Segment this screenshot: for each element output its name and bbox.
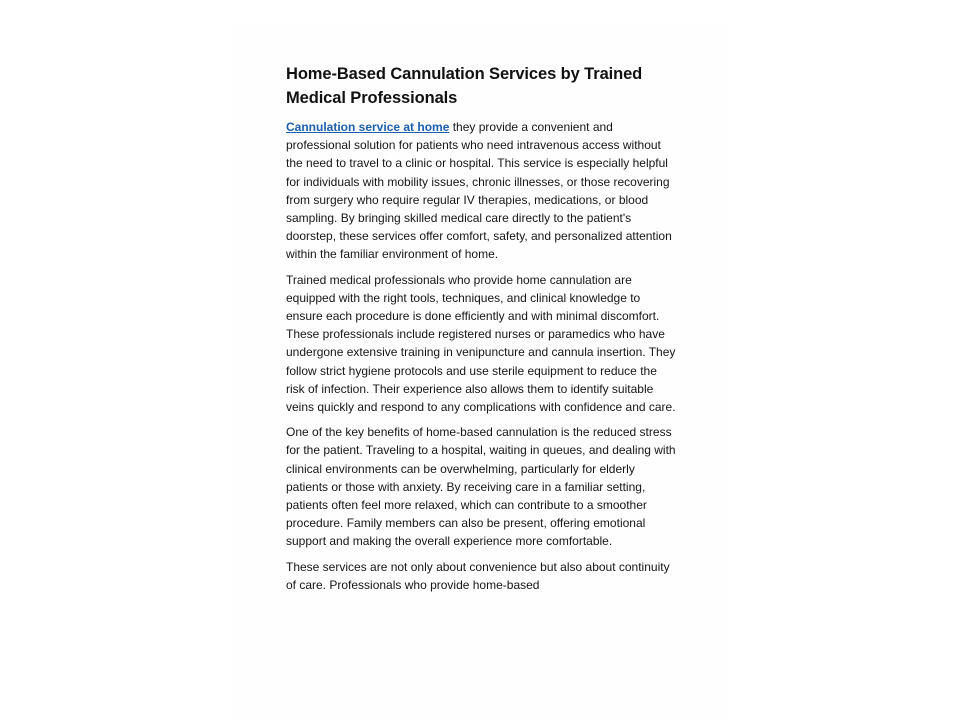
- paragraph-1: [286, 118, 678, 264]
- article-body: [286, 62, 678, 601]
- paragraph-1-text: they provide a convenient and professional solution for patients who need intravenous access without the need to travel to a clinic or hospital. This service is especially helpful for individuals with mobility issues, chronic illnesses, or those recovering from surgery who require regular IV therapies, medications, or blood sampling. By bringing skilled medical care directly to the patient's doorstep, these services offer comfort, safety, and personalized attention within the familiar environment of home.: [286, 120, 672, 262]
- paragraph-4: These services are not only about convenience but also about continuity of care. Professionals who provide home-based: [286, 559, 670, 592]
- paragraph-3: One of the key benefits of home-based cannulation is the reduced stress for the patient. Traveling to a hospital, waiting in queues, and dealing with clinical environments can be overwhelming, particularly for elderly patients or those with anxiety. By receiving care in a familiar setting, patients often feel more relaxed, which can contribute to a smoother procedure. Family members can also be present, offering emotional support and making the overall experience more comfortable.: [286, 425, 676, 549]
- paragraph-2: Trained medical professionals who provide home cannulation are equipped with the right tools, techniques, and clinical knowledge to ensure each procedure is done efficiently and with minimal discomfort. These professionals include registered nurses or paramedics who have undergone extensive training in venipuncture and cannula insertion. They follow strict hygiene protocols and use sterile equipment to reduce the risk of infection. Their experience also allows them to identify suitable veins quickly and respond to any complications with confidence and care.: [286, 272, 676, 415]
- article-title: Home-Based Cannulation Services by Trained Medical Professionals: [286, 65, 643, 107]
- cannulation-service-link[interactable]: Cannulation service at home: [286, 120, 450, 134]
